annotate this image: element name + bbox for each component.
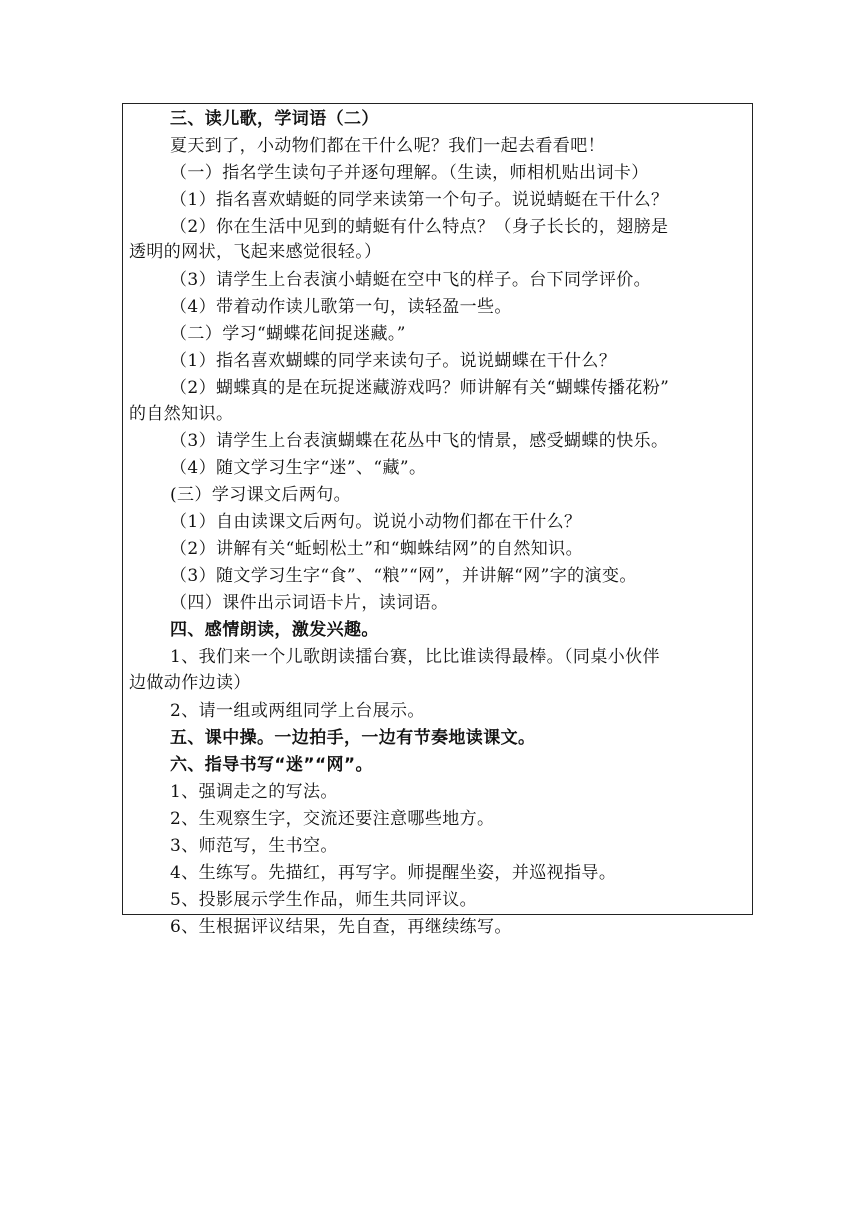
paragraph-line: 1、我们来一个儿歌朗读擂台赛，比比谁读得最棒。（同桌小伙伴 bbox=[170, 647, 660, 667]
paragraph-line: 4、生练写。先描红，再写字。师提醒坐姿，并巡视指导。 bbox=[170, 863, 617, 883]
paragraph-line: 3、师范写，生书空。 bbox=[170, 836, 338, 856]
paragraph-line: （4）随文学习生字“迷”、“藏”。 bbox=[170, 458, 427, 478]
paragraph-line: （2）讲解有关“蚯蚓松土”和“蜘蛛结网”的自然知识。 bbox=[170, 539, 583, 559]
paragraph-line: 6、生根据评议结果，先自查，再继续练写。 bbox=[170, 917, 512, 937]
lesson-plan-table-cell bbox=[122, 103, 753, 937]
paragraph-line: （1）指名喜欢蜻蜓的同学来读第一个句子。说说蜻蜓在干什么？ bbox=[170, 190, 669, 210]
paragraph-line: （3）请学生上台表演小蜻蜓在空中飞的样子。台下同学评价。 bbox=[170, 270, 652, 290]
paragraph-line: 2、请一组或两组同学上台展示。 bbox=[170, 701, 425, 721]
paragraph-line: （4）带着动作读儿歌第一句，读轻盈一些。 bbox=[170, 297, 512, 317]
paragraph-line: （1）自由读课文后两句。说说小动物们都在干什么？ bbox=[170, 512, 582, 532]
paragraph-line: 2、生观察生字，交流还要注意哪些地方。 bbox=[170, 809, 495, 829]
paragraph-line: （二）学习“蝴蝶花间捉迷藏。” bbox=[170, 324, 406, 344]
section-heading-4: 四、感情朗读，激发兴趣。 bbox=[170, 620, 379, 640]
section-heading-6: 六、指导书写“迷”“网”。 bbox=[170, 755, 373, 775]
paragraph-line: 5、投影展示学生作品，师生共同评议。 bbox=[170, 890, 478, 910]
paragraph-line: （3）请学生上台表演蝴蝶在花丛中飞的情景，感受蝴蝶的快乐。 bbox=[170, 431, 669, 451]
paragraph-line: （四）课件出示词语卡片，读词语。 bbox=[170, 593, 449, 613]
paragraph-line: （一）指名学生读句子并逐句理解。（生读，师相机贴出词卡） bbox=[170, 163, 649, 183]
paragraph-line: （1）指名喜欢蝴蝶的同学来读句子。说说蝴蝶在干什么？ bbox=[170, 351, 617, 371]
section-heading-5: 五、课中操。一边拍手，一边有节奏地读课文。 bbox=[170, 728, 536, 748]
paragraph-line: （2）你在生活中见到的蜻蜓有什么特点？（身子长长的，翅膀是 bbox=[170, 217, 669, 237]
section-heading-3: 三、读儿歌，学词语（二） bbox=[170, 109, 379, 129]
paragraph-line: 1、强调走之的写法。 bbox=[170, 782, 338, 802]
paragraph-continuation: 透明的网状，飞起来感觉很轻。） bbox=[129, 242, 382, 262]
paragraph-line: 夏天到了，小动物们都在干什么呢？我们一起去看看吧！ bbox=[170, 136, 605, 156]
paragraph-continuation: 边做动作边读） bbox=[129, 673, 251, 693]
paragraph-line: (三）学习课文后两句。 bbox=[170, 485, 352, 505]
paragraph-continuation: 的自然知识。 bbox=[129, 404, 234, 424]
lesson-plan-content bbox=[123, 104, 752, 937]
paragraph-line: （2）蝴蝶真的是在玩捉迷藏游戏吗？师讲解有关“蝴蝶传播花粉” bbox=[170, 378, 670, 398]
paragraph-line: （3）随文学习生字“食”、“粮”“网”，并讲解“网”字的演变。 bbox=[170, 566, 637, 586]
